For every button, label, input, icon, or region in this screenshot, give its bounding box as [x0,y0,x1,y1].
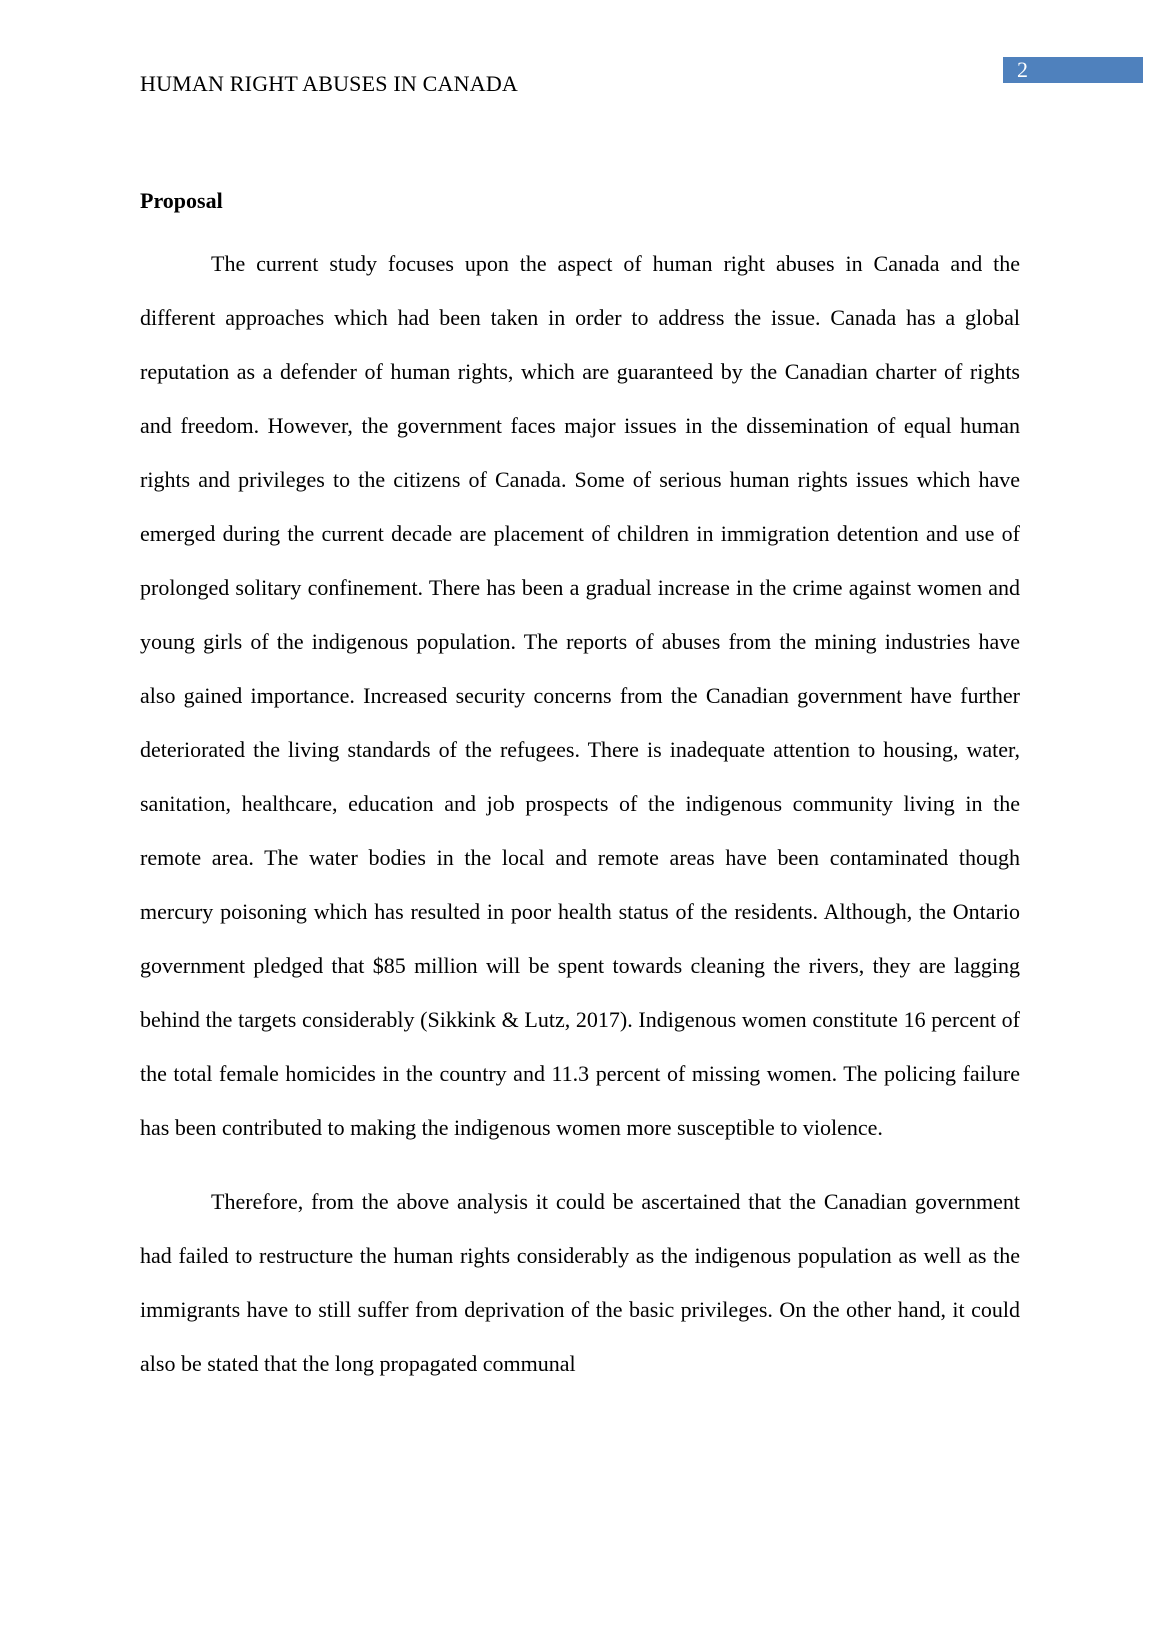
body-paragraph: Therefore, from the above analysis it could be ascertained that the Canadian government had failed to restructure the human rights considerably as the indigenous population as well as the immigrants have to still suffer from deprivation of the basic privileges. On the other hand, it could also be stated that the long propagated communal [140,1189,1020,1376]
section-heading: Proposal [140,188,223,213]
running-head: HUMAN RIGHT ABUSES IN CANADA [140,71,518,96]
document-body [140,184,1020,1391]
page-number-badge [1003,57,1143,83]
page-number: 2 [1017,57,1028,82]
body-paragraph: The current study focuses upon the aspect of human right abuses in Canada and the different approaches which had been taken in order to address the issue. Canada has a global reputation as a defender of human rights, which are guaranteed by the Canadian charter of rights and freedom. However, the government faces major issues in the dissemination of equal human rights and privileges to the citizens of Canada. Some of serious human rights issues which have emerged during the current decade are placement of children in immigration detention and use of prolonged solitary confinement. There has been a gradual increase in the crime against women and young girls of the indigenous population. The reports of abuses from the mining industries have also gained importance. Increased security concerns from the Canadian government have further deteriorated the living standards of the refugees. There is inadequate attention to housing, water, sanitation, healthcare, education and job prospects of the indigenous community living in the remote area. The water bodies in the local and remote areas have been contaminated though mercury poisoning which has resulted in poor health status of the residents. Although, the Ontario government pledged that $85 million will be spent towards cleaning the rivers, they are lagging behind the targets considerably (Sikkink & Lutz, 2017). Indigenous women constitute 16 percent of the total female homicides in the country and 11.3 percent of missing women. The policing failure has been contributed to making the indigenous women more susceptible to violence. [140,251,1020,1140]
